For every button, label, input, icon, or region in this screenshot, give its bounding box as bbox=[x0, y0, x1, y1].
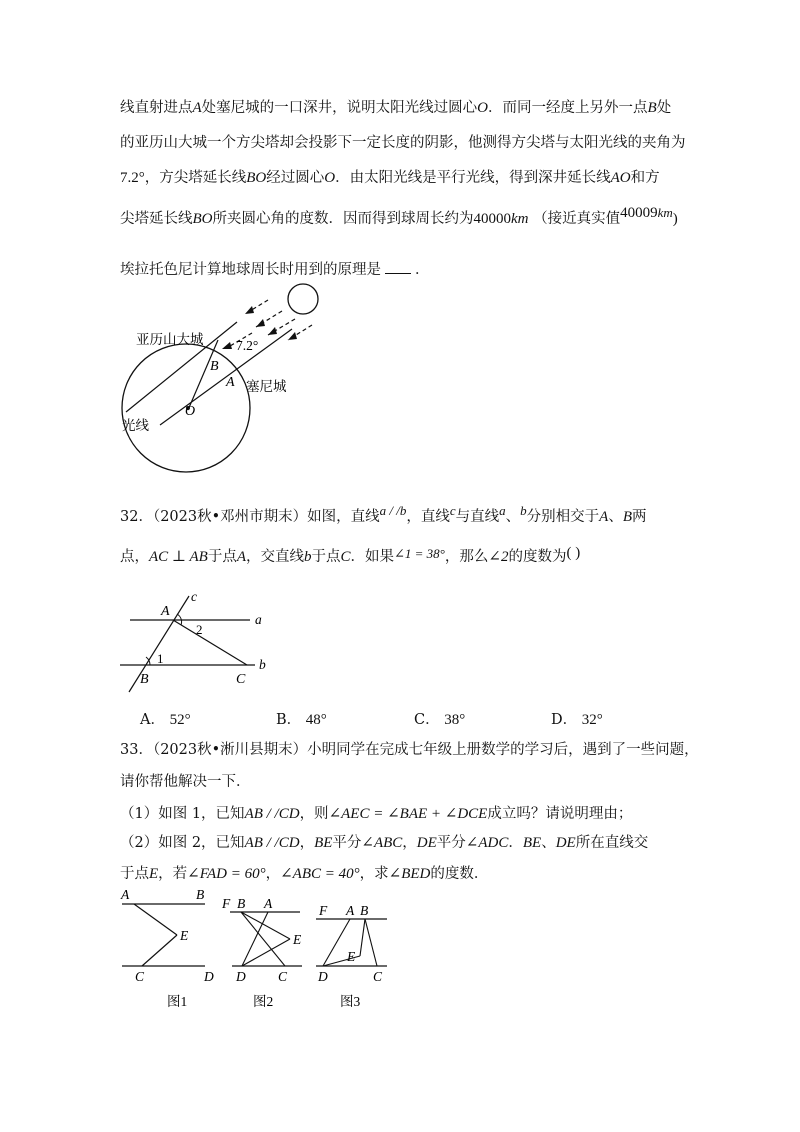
text: 两 bbox=[632, 509, 647, 525]
point-label-A: A bbox=[161, 604, 170, 619]
text: 的度数． bbox=[430, 866, 489, 882]
text: 于点 bbox=[120, 866, 149, 882]
text: ．而同一经度上另外一点 bbox=[488, 100, 648, 116]
math: c bbox=[449, 503, 456, 518]
city-label-syene: 塞尼城 bbox=[246, 379, 287, 394]
point-label-B: B bbox=[360, 903, 369, 918]
line-label-a: a bbox=[255, 612, 262, 627]
segment-AD bbox=[323, 919, 350, 966]
text: ，那么 bbox=[444, 549, 489, 565]
text: 、 bbox=[505, 509, 521, 525]
point-label-O: O bbox=[185, 404, 196, 419]
segment-label: AO bbox=[610, 170, 631, 186]
text: ．由太阳光线是平行光线，得到深井延长线 bbox=[335, 170, 611, 186]
text: 所夹圆心角的度数．因而得到球周长约为 bbox=[212, 211, 474, 227]
math: b bbox=[520, 503, 527, 518]
math: BE bbox=[522, 835, 542, 851]
text: 32．（2023秋•邓州市期末）如图，直线 bbox=[120, 509, 380, 525]
math: E bbox=[149, 866, 159, 882]
choice-letter: A． bbox=[140, 712, 165, 728]
text: 点， bbox=[120, 549, 149, 565]
point-label-D: D bbox=[236, 969, 246, 984]
math: DE bbox=[555, 835, 576, 851]
text: （接近真实值 bbox=[533, 211, 621, 227]
point-label-B: B bbox=[237, 896, 246, 911]
math: B bbox=[622, 509, 633, 525]
text: ，方尖塔延长线 bbox=[144, 170, 247, 186]
point-label-A: A bbox=[121, 887, 130, 902]
point-label: O bbox=[477, 100, 489, 116]
number: 40000 bbox=[473, 211, 511, 227]
text: 平分 bbox=[332, 835, 362, 851]
number: 40009 bbox=[620, 205, 658, 221]
segment-BC bbox=[365, 919, 377, 966]
text: 分别相交于 bbox=[526, 509, 600, 525]
q33-line-1: 33．（2023秋•淅川县期末）小明同学在完成七年级上册数学的学习后，遇到了一些问题， bbox=[120, 742, 699, 758]
angle-label-2: 2 bbox=[196, 622, 203, 637]
text: 于点 bbox=[311, 549, 341, 565]
point-label-F: F bbox=[319, 903, 328, 918]
text: （1）如图 1，已知 bbox=[120, 806, 245, 822]
point-label-E: E bbox=[347, 949, 356, 964]
text: 埃拉托色尼计算地球周长时用到的原理是 bbox=[120, 262, 381, 278]
text: 、 bbox=[608, 509, 623, 525]
unit: km bbox=[511, 211, 529, 227]
point-label-D: D bbox=[318, 969, 328, 984]
math: A bbox=[599, 509, 609, 525]
segment-label: BO bbox=[192, 211, 213, 227]
math: ∠BED bbox=[388, 866, 431, 882]
line-label-c: c bbox=[191, 589, 197, 604]
math: C bbox=[340, 549, 351, 565]
point-label-B: B bbox=[140, 672, 149, 687]
p31-line-2: 的亚历山大城一个方尖塔却会投影下一定长度的阴影，他测得方尖塔与太阳光线的夹角为 bbox=[120, 135, 686, 151]
text: 处塞尼城的一口深井，说明太阳光线过圆心 bbox=[201, 100, 478, 116]
text: 所在直线交 bbox=[575, 835, 649, 851]
text: ，求 bbox=[359, 866, 389, 882]
text: 尖塔延长线 bbox=[120, 211, 193, 227]
point-label-B: B bbox=[210, 359, 219, 374]
angle-label-1: 1 bbox=[157, 651, 164, 666]
text: ， bbox=[402, 835, 417, 851]
text: 、 bbox=[541, 835, 556, 851]
figure-caption: 图3 bbox=[340, 994, 361, 1009]
choice-value: 38° bbox=[444, 712, 466, 728]
point-label: A bbox=[192, 100, 202, 116]
answer-paren[interactable]: ( ) bbox=[566, 545, 581, 561]
point-label: O bbox=[324, 170, 336, 186]
text: 与直线 bbox=[455, 509, 500, 525]
math: ∠FAD = 60° bbox=[187, 866, 266, 882]
text: 经过圆心 bbox=[266, 170, 325, 186]
angle-value: 7.2° bbox=[120, 170, 145, 186]
choice-letter: C． bbox=[414, 712, 440, 728]
text: 和方 bbox=[630, 170, 660, 186]
math: AB / /CD bbox=[244, 835, 300, 851]
segment-AE bbox=[134, 904, 177, 935]
segment-BE bbox=[360, 919, 365, 956]
math: A bbox=[236, 549, 246, 565]
point-label-E: E bbox=[180, 928, 189, 943]
text: （2）如图 2，已知 bbox=[120, 835, 245, 851]
figure-2 bbox=[221, 896, 302, 1009]
point-label-D: D bbox=[204, 969, 214, 984]
ray-label: 光线 bbox=[122, 418, 149, 433]
line-label-b: b bbox=[259, 657, 266, 672]
math: DE bbox=[416, 835, 437, 851]
text: ， bbox=[265, 866, 281, 882]
figure-caption: 图2 bbox=[253, 994, 274, 1009]
choice-letter: B． bbox=[276, 712, 302, 728]
figure-3 bbox=[316, 903, 387, 1009]
paren: ) bbox=[672, 211, 678, 227]
segment-label: BO bbox=[246, 170, 267, 186]
point-label-A: A bbox=[264, 896, 273, 911]
math: ∠1 = 38° bbox=[394, 546, 445, 561]
math: a bbox=[499, 503, 506, 518]
math: ∠ABC bbox=[361, 835, 403, 851]
angle-label: 7.2° bbox=[236, 338, 259, 353]
text: ，交直线 bbox=[246, 549, 304, 565]
figure-1 bbox=[120, 887, 214, 1009]
math: b bbox=[304, 549, 312, 565]
point-label: B bbox=[647, 100, 657, 116]
point-label-C: C bbox=[135, 969, 145, 984]
segment-BC bbox=[241, 912, 285, 966]
math: BE bbox=[314, 835, 333, 851]
point-label-B: B bbox=[196, 887, 205, 902]
point-label-A: A bbox=[226, 375, 235, 390]
text: ， bbox=[299, 835, 315, 851]
text: 线直射进点 bbox=[120, 100, 193, 116]
choice-value: 52° bbox=[169, 712, 191, 728]
math: AC ⊥ AB bbox=[149, 549, 208, 565]
unit: km bbox=[657, 205, 673, 220]
text: ． bbox=[415, 262, 430, 278]
city-label-alexandria: 亚历山大城 bbox=[136, 332, 204, 347]
segment-EC bbox=[142, 935, 177, 966]
math: AB / /CD bbox=[244, 806, 300, 822]
point-label-C: C bbox=[278, 969, 288, 984]
q33-line-2: 请你帮他解决一下． bbox=[120, 774, 251, 790]
text: 平分 bbox=[436, 835, 466, 851]
text: 于点 bbox=[207, 549, 237, 565]
point-label-E: E bbox=[293, 932, 302, 947]
text: ，则 bbox=[299, 806, 329, 822]
math: a / /b bbox=[379, 503, 407, 518]
choice-value: 48° bbox=[305, 712, 327, 728]
math: ∠AEC = ∠BAE + ∠DCE bbox=[328, 806, 488, 822]
text: ，直线 bbox=[406, 509, 450, 525]
math: ∠ADC bbox=[465, 835, 509, 851]
choice-value: 32° bbox=[581, 712, 603, 728]
point-label-A: A bbox=[346, 903, 355, 918]
text: ． bbox=[508, 835, 523, 851]
text: 成立吗？请说明理由； bbox=[487, 806, 633, 822]
math: ∠ABC = 40° bbox=[280, 866, 360, 882]
text: ，若 bbox=[158, 866, 188, 882]
math: ∠2 bbox=[488, 549, 509, 565]
text: 的度数为 bbox=[508, 549, 567, 565]
text: 处 bbox=[656, 100, 672, 116]
choice-letter: D． bbox=[551, 712, 578, 728]
text: ．如果 bbox=[350, 549, 395, 565]
point-label-C: C bbox=[236, 672, 246, 687]
figure-caption: 图1 bbox=[167, 994, 188, 1009]
point-label-C: C bbox=[373, 969, 383, 984]
point-label-F: F bbox=[222, 896, 231, 911]
